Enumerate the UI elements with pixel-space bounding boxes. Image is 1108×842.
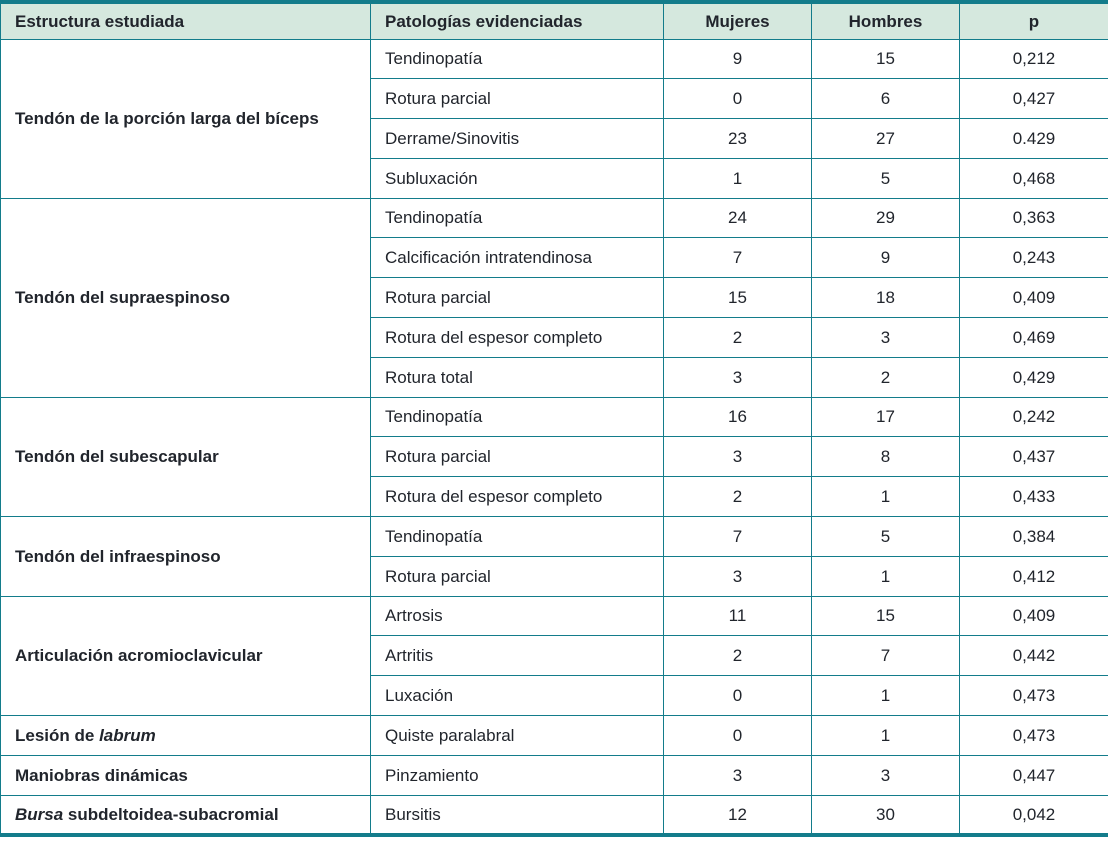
hombres-cell: 15 — [812, 596, 960, 636]
mujeres-cell: 3 — [664, 556, 812, 596]
structure-cell — [1, 716, 371, 756]
pathology-cell: Artritis — [371, 636, 664, 676]
mujeres-cell: 24 — [664, 198, 812, 238]
hombres-cell: 1 — [812, 676, 960, 716]
structure-cell — [1, 795, 371, 835]
structure-label-italic-segment: Bursa — [15, 804, 64, 824]
pathology-cell: Rotura parcial — [371, 278, 664, 318]
pathology-cell: Rotura parcial — [371, 437, 664, 477]
structure-cell — [1, 596, 371, 715]
structure-cell — [1, 755, 371, 795]
column-header-mujeres: Mujeres — [664, 2, 812, 39]
table-row — [1, 39, 1108, 79]
pathology-cell: Tendinopatía — [371, 397, 664, 437]
p-value-cell: 0,409 — [960, 596, 1108, 636]
structure-cell — [1, 517, 371, 597]
mujeres-cell: 2 — [664, 318, 812, 358]
structure-label-italic-segment: labrum — [99, 725, 156, 745]
structure-label-segment: Tendón de la porción larga del bíceps — [15, 108, 319, 128]
table-header — [1, 2, 1108, 39]
hombres-cell: 5 — [812, 517, 960, 557]
hombres-cell: 29 — [812, 198, 960, 238]
mujeres-cell: 11 — [664, 596, 812, 636]
mujeres-cell: 15 — [664, 278, 812, 318]
pathology-cell: Tendinopatía — [371, 198, 664, 238]
column-header-estructura: Estructura estudiada — [1, 2, 371, 39]
hombres-cell: 15 — [812, 39, 960, 79]
pathology-cell: Rotura parcial — [371, 79, 664, 119]
structure-label-segment: Tendón del infraespinoso — [15, 546, 221, 566]
mujeres-cell: 1 — [664, 158, 812, 198]
structure-label-segment: Articulación acromioclavicular — [15, 646, 263, 666]
p-value-cell: 0,384 — [960, 517, 1108, 557]
table-row — [1, 198, 1108, 238]
structure-label-segment: Lesión de — [15, 725, 100, 745]
p-value-cell: 0,212 — [960, 39, 1108, 79]
mujeres-cell: 3 — [664, 357, 812, 397]
p-value-cell: 0,363 — [960, 198, 1108, 238]
pathology-cell: Quiste paralabral — [371, 716, 664, 756]
p-value-cell: 0,409 — [960, 278, 1108, 318]
mujeres-cell: 3 — [664, 755, 812, 795]
table-row — [1, 795, 1108, 835]
p-value-cell: 0,042 — [960, 795, 1108, 835]
hombres-cell: 7 — [812, 636, 960, 676]
hombres-cell: 27 — [812, 119, 960, 159]
p-value-cell: 0,242 — [960, 397, 1108, 437]
pathology-cell: Tendinopatía — [371, 39, 664, 79]
structure-cell — [1, 198, 371, 397]
pathology-cell: Calcificación intratendinosa — [371, 238, 664, 278]
hombres-cell: 6 — [812, 79, 960, 119]
hombres-cell: 1 — [812, 556, 960, 596]
pathology-cell: Rotura total — [371, 357, 664, 397]
p-value-cell: 0,412 — [960, 556, 1108, 596]
hombres-cell: 30 — [812, 795, 960, 835]
pathology-cell: Bursitis — [371, 795, 664, 835]
hombres-cell: 17 — [812, 397, 960, 437]
hombres-cell: 3 — [812, 318, 960, 358]
p-value-cell: 0,429 — [960, 357, 1108, 397]
mujeres-cell: 16 — [664, 397, 812, 437]
mujeres-cell: 12 — [664, 795, 812, 835]
p-value-cell: 0,243 — [960, 238, 1108, 278]
mujeres-cell: 2 — [664, 477, 812, 517]
table-row — [1, 517, 1108, 557]
structure-label-segment: Tendón del subescapular — [15, 447, 219, 467]
pathology-cell: Tendinopatía — [371, 517, 664, 557]
structure-cell — [1, 397, 371, 516]
structure-label-segment: Maniobras dinámicas — [15, 765, 188, 785]
structure-label-segment: subdeltoidea-subacromial — [63, 804, 279, 824]
p-value-cell: 0.429 — [960, 119, 1108, 159]
pathology-cell: Pinzamiento — [371, 755, 664, 795]
pathology-cell: Rotura del espesor completo — [371, 318, 664, 358]
p-value-cell: 0,433 — [960, 477, 1108, 517]
mujeres-cell: 7 — [664, 238, 812, 278]
p-value-cell: 0,442 — [960, 636, 1108, 676]
p-value-cell: 0,468 — [960, 158, 1108, 198]
table-header-row — [1, 2, 1108, 39]
mujeres-cell: 9 — [664, 39, 812, 79]
structure-cell — [1, 39, 371, 198]
p-value-cell: 0,473 — [960, 676, 1108, 716]
mujeres-cell: 0 — [664, 716, 812, 756]
pathology-cell: Subluxación — [371, 158, 664, 198]
column-header-patologias: Patologías evidenciadas — [371, 2, 664, 39]
structure-label-segment: Tendón del supraespinoso — [15, 288, 231, 308]
table-row — [1, 716, 1108, 756]
table-body — [1, 39, 1108, 835]
hombres-cell: 18 — [812, 278, 960, 318]
pathology-cell: Rotura del espesor completo — [371, 477, 664, 517]
p-value-cell: 0,469 — [960, 318, 1108, 358]
mujeres-cell: 0 — [664, 79, 812, 119]
hombres-cell: 5 — [812, 158, 960, 198]
pathology-cell: Derrame/Sinovitis — [371, 119, 664, 159]
mujeres-cell: 0 — [664, 676, 812, 716]
p-value-cell: 0,473 — [960, 716, 1108, 756]
table-row — [1, 755, 1108, 795]
mujeres-cell: 3 — [664, 437, 812, 477]
p-value-cell: 0,447 — [960, 755, 1108, 795]
mujeres-cell: 7 — [664, 517, 812, 557]
mujeres-cell: 2 — [664, 636, 812, 676]
column-header-hombres: Hombres — [812, 2, 960, 39]
hombres-cell: 8 — [812, 437, 960, 477]
pathology-cell: Artrosis — [371, 596, 664, 636]
hombres-cell: 1 — [812, 477, 960, 517]
pathology-cell: Rotura parcial — [371, 556, 664, 596]
hombres-cell: 2 — [812, 357, 960, 397]
hombres-cell: 9 — [812, 238, 960, 278]
table-row — [1, 596, 1108, 636]
hombres-cell: 1 — [812, 716, 960, 756]
p-value-cell: 0,437 — [960, 437, 1108, 477]
p-value-cell: 0,427 — [960, 79, 1108, 119]
column-header-p: p — [960, 2, 1108, 39]
mujeres-cell: 23 — [664, 119, 812, 159]
table-row — [1, 397, 1108, 437]
pathology-cell: Luxación — [371, 676, 664, 716]
hombres-cell: 3 — [812, 755, 960, 795]
